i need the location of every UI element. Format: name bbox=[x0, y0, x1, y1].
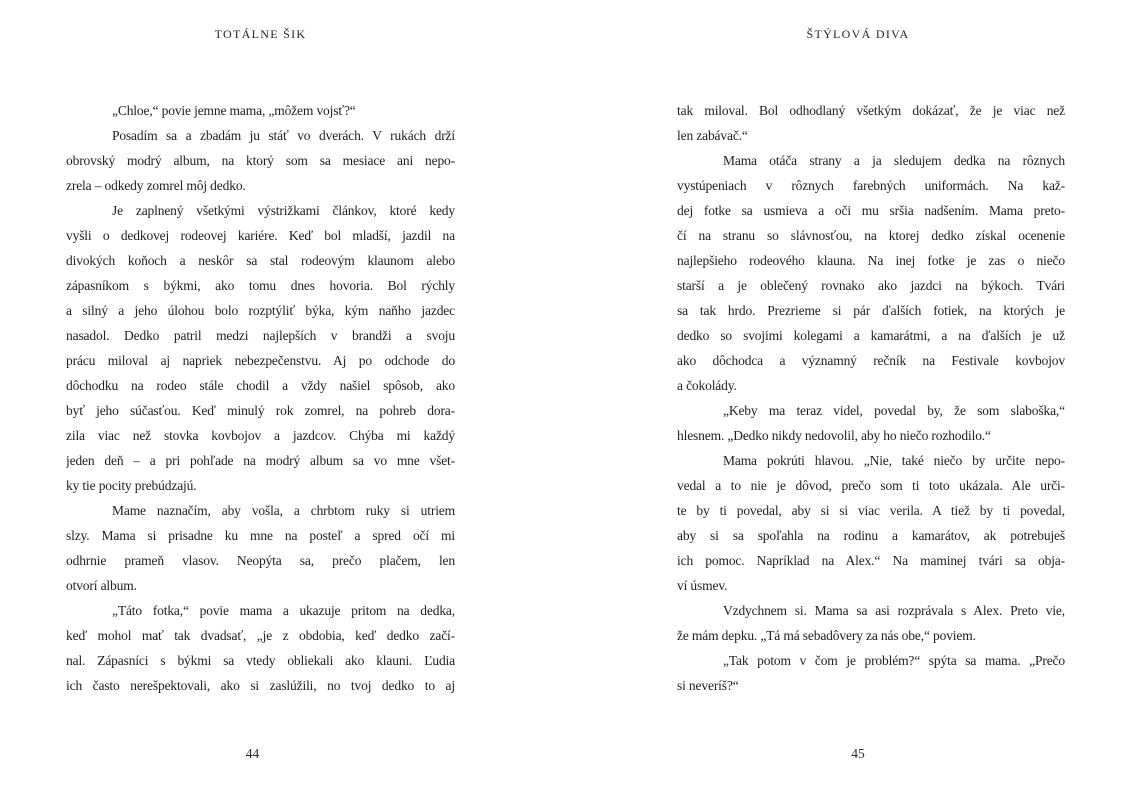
text-line: jeden deň – a pri pohľade na modrý album sa vo mne všet- bbox=[66, 453, 455, 468]
text-line: len zabávač.“ bbox=[677, 128, 748, 143]
text-line: „Táto fotka,“ povie mama a ukazuje pritom na dedka, bbox=[112, 603, 455, 618]
text-line: aby si sa spoľahla na rodinu a kamarátov, ak potrebuješ bbox=[677, 528, 1065, 543]
page-body bbox=[66, 98, 455, 698]
text-line: ich pomoc. Napríklad na Alex.“ Na maminej tvári sa obja- bbox=[677, 553, 1065, 568]
text-line: dôchodku na rodeo stále chodil a vždy našiel spôsob, ako bbox=[66, 378, 455, 393]
text-line: že mám depku. „Tá má sebadôvery za nás obe,“ poviem. bbox=[677, 628, 976, 643]
text-line: zrela – odkedy zomrel môj dedko. bbox=[66, 178, 246, 193]
running-head-left: TOTÁLNE ŠIK bbox=[214, 27, 307, 41]
text-line: otvorí album. bbox=[66, 578, 137, 593]
text-line: Mama otáča strany a ja sledujem dedka na rôznych bbox=[723, 153, 1065, 168]
text-line: obrovský modrý album, na ktorý som sa mesiace ani nepo- bbox=[66, 153, 455, 168]
text-line: Je zaplnený všetkými výstrižkami článkov, ktoré kedy bbox=[112, 203, 455, 218]
text-line: keď mohol mať tak dvadsať, „je z obdobia, keď dedko začí- bbox=[66, 628, 455, 643]
text-line: najlepšieho rodeového klauna. Na inej fotke je zas o niečo bbox=[677, 253, 1065, 268]
text-line: zila viac než stovka kovbojov a jazdcov. Chýba mi každý bbox=[66, 428, 455, 443]
text-line: Mame naznačím, aby vošla, a chrbtom ruky si utriem bbox=[112, 503, 455, 518]
text-line: čí na stranu so slávnosťou, na ktorej dedko získal ocenenie bbox=[677, 228, 1065, 243]
text-line: Mama pokrúti hlavou. „Nie, také niečo by určite nepo- bbox=[723, 453, 1065, 468]
text-line: hlesnem. „Dedko nikdy nedovolil, aby ho niečo rozhodilo.“ bbox=[677, 428, 991, 443]
text-line: ví úsmev. bbox=[677, 578, 728, 593]
text-line: tak miloval. Bol odhodlaný všetkým dokázať, že je viac než bbox=[677, 103, 1065, 118]
text-line: a čokolády. bbox=[677, 378, 737, 393]
text-line: nal. Zápasníci s býkmi sa vtedy obliekali ako klauni. Ľudia bbox=[66, 653, 455, 668]
text-line: dej fotke sa usmieva a oči mu sršia nadšením. Mama preto- bbox=[677, 203, 1065, 218]
text-line: divokých koňoch a neskôr sa stal rodeovým klaunom alebo bbox=[66, 253, 455, 268]
text-line: ako dôchodca a významný rečník na Festivale kovbojov bbox=[677, 353, 1065, 368]
text-line: starší a je oblečený rovnako ako jazdci na býkoch. Tvári bbox=[677, 278, 1065, 293]
text-line: vedal a to nie je dôvod, prečo som ti toto ukázala. Ale urči- bbox=[677, 478, 1065, 493]
text-line: prácu miloval aj napriek nebezpečenstvu. Aj po odchode do bbox=[66, 353, 455, 368]
page-number-left: 44 bbox=[245, 746, 260, 761]
text-line: nasadol. Dedko patril medzi najlepších v brandži a svoju bbox=[66, 328, 455, 343]
text-line: vyšli o dedkovej rodeovej kariére. Keď bol mladší, jazdil na bbox=[66, 228, 455, 243]
text-line: vystúpeniach v rôznych farebných uniformách. Na kaž- bbox=[677, 178, 1065, 193]
text-line: ky tie pocity prebúdzajú. bbox=[66, 478, 197, 493]
text-line: byť jeho súčasťou. Keď minulý rok zomrel, na pohreb dora- bbox=[66, 403, 455, 418]
running-head-right: ŠTÝLOVÁ DIVA bbox=[806, 27, 910, 41]
text-line: zápasníkom s býkmi, ako tomu dnes hovoria. Bol rýchly bbox=[66, 278, 455, 293]
text-line: sa tak hrdo. Prezrieme si pár ďalších fotiek, na ktorých je bbox=[677, 303, 1065, 318]
text-line: te by ti povedal, aby si si viac verila. A tiež by ti povedal, bbox=[677, 503, 1065, 518]
text-line: odhrnie prameň vlasov. Neopýta sa, prečo plačem, len bbox=[66, 553, 455, 568]
text-line: slzy. Mama si prisadne ku mne na posteľ a spred očí mi bbox=[66, 528, 455, 543]
text-line: si neveríš?“ bbox=[677, 678, 739, 693]
text-line: Posadím sa a zbadám ju stáť vo dverách. V rukách drží bbox=[112, 128, 455, 143]
text-line: a silný a jeho úlohou bolo rozptýliť býka, kým naňho jazdec bbox=[66, 303, 455, 318]
page-body bbox=[677, 98, 1065, 698]
page-number-right: 45 bbox=[851, 746, 865, 761]
text-line: „Chloe,“ povie jemne mama, „môžem vojsť?“ bbox=[112, 103, 356, 118]
text-line: Vzdychnem si. Mama sa asi rozprávala s Alex. Preto vie, bbox=[723, 603, 1065, 618]
book-page-right bbox=[677, 0, 1065, 800]
book-page-left bbox=[66, 0, 455, 800]
text-line: „Tak potom v čom je problém?“ spýta sa mama. „Prečo bbox=[723, 653, 1065, 668]
text-line: ich často nerešpektovali, ako si zaslúžili, no tvoj dedko to aj bbox=[66, 678, 455, 693]
text-line: „Keby ma teraz videl, povedal by, že som slaboška,“ bbox=[723, 403, 1065, 418]
text-line: dedko so svojimi kolegami a kamarátmi, a na ďalších je už bbox=[677, 328, 1065, 343]
